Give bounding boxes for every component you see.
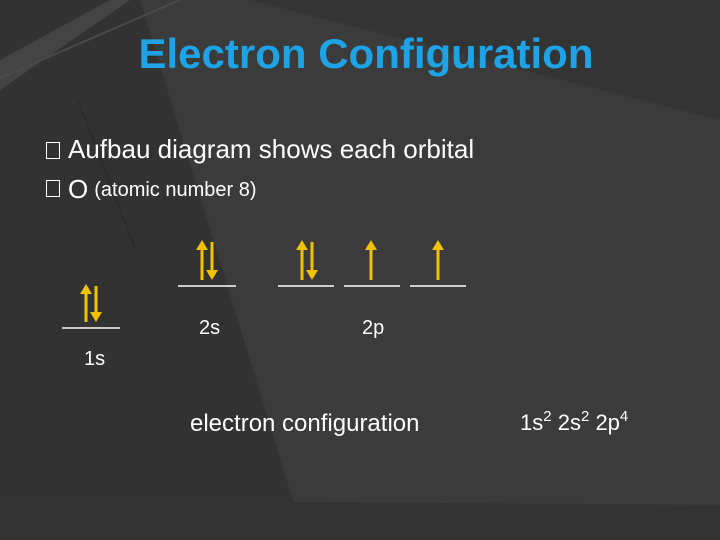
bullet-oxygen bbox=[46, 174, 257, 205]
config-exp-2s: 2 bbox=[580, 408, 590, 425]
bullet-box-icon bbox=[46, 142, 60, 159]
element-symbol: O bbox=[68, 174, 89, 204]
bullet-aufbau bbox=[46, 134, 474, 165]
up-arrow-icon bbox=[296, 240, 308, 280]
label-2p: 2p bbox=[362, 317, 385, 339]
config-term-2p: 2p bbox=[595, 410, 620, 435]
bullet-text-aufbau: Aufbau diagram shows each orbital bbox=[68, 134, 475, 164]
orbital-2s bbox=[178, 236, 236, 288]
slide-title: Electron Configuration bbox=[138, 30, 594, 77]
orbital-2p-1 bbox=[278, 236, 336, 288]
config-exp-1s: 2 bbox=[543, 408, 552, 425]
up-arrow-icon bbox=[80, 284, 92, 322]
label-1s: 1s bbox=[84, 348, 106, 370]
electron-configuration-label: electron configuration bbox=[190, 410, 420, 437]
orbital-2p-3 bbox=[410, 236, 468, 288]
up-arrow-icon bbox=[196, 240, 208, 280]
config-term-2s: 2s bbox=[557, 410, 581, 435]
up-arrow-icon bbox=[365, 240, 377, 280]
label-2s: 2s bbox=[199, 317, 221, 339]
config-term-1s: 1s bbox=[520, 410, 544, 435]
bullet-box-icon bbox=[46, 180, 60, 197]
atomic-number-note: (atomic number 8) bbox=[94, 179, 257, 201]
orbital-2p-2 bbox=[344, 236, 402, 288]
orbital-1s bbox=[62, 280, 120, 330]
down-arrow-icon bbox=[206, 242, 218, 280]
electron-configuration-value bbox=[520, 410, 628, 436]
config-exp-2p: 4 bbox=[619, 408, 629, 425]
down-arrow-icon bbox=[90, 286, 102, 322]
down-arrow-icon bbox=[306, 242, 318, 280]
up-arrow-icon bbox=[432, 240, 444, 280]
